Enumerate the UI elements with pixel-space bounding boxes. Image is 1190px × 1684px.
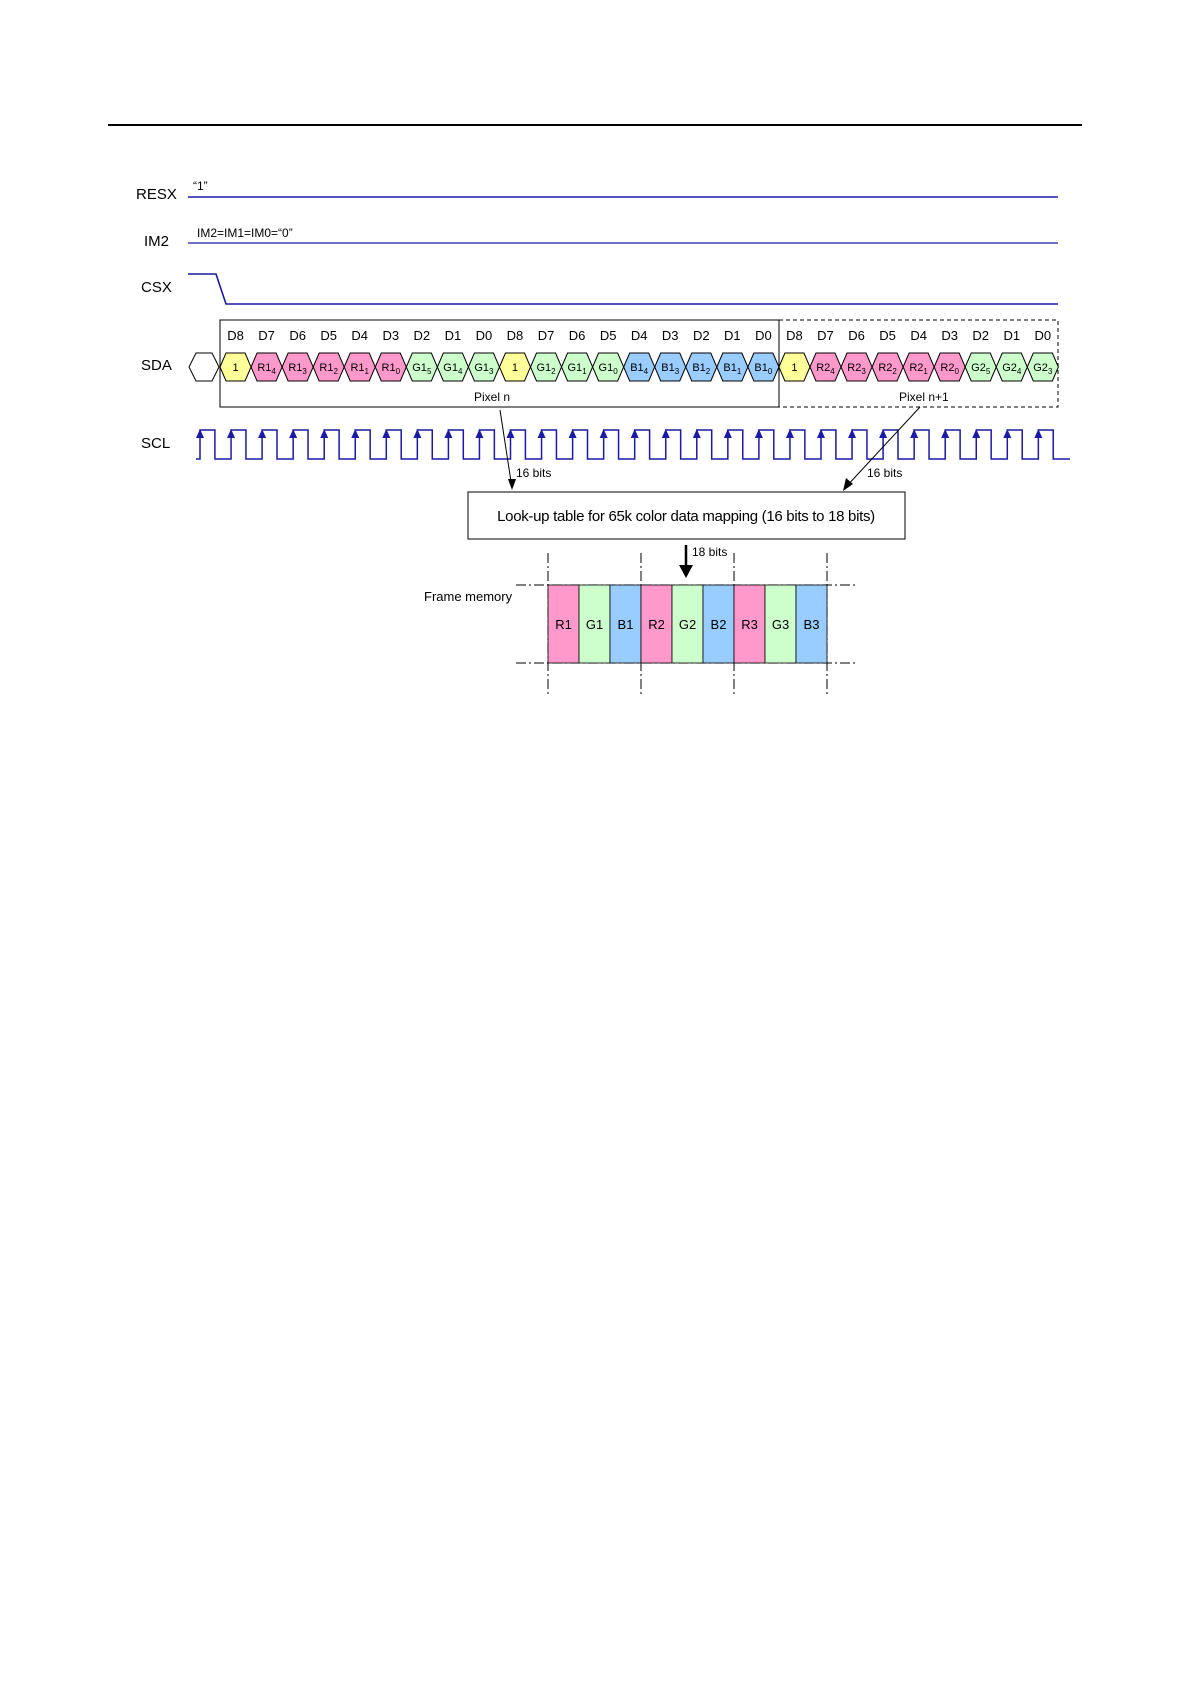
sda-cell-subscript: 5 bbox=[426, 367, 432, 376]
sda-cell-base: R2 bbox=[816, 362, 831, 374]
resx-label: RESX bbox=[136, 186, 177, 203]
sda-idle-cell bbox=[189, 353, 219, 381]
bit-label: D8 bbox=[227, 328, 244, 343]
sda-cell-base: R1 bbox=[288, 362, 303, 374]
sda-cell-base: B1 bbox=[723, 362, 737, 374]
sda-cell-subscript: 4 bbox=[643, 367, 649, 376]
sda-cell-base: 1 bbox=[791, 362, 798, 374]
frame-memory-cell-label: B2 bbox=[710, 617, 727, 632]
bit-label: D3 bbox=[941, 328, 958, 343]
sda-cell-base: R2 bbox=[878, 362, 893, 374]
bit-label: D3 bbox=[661, 328, 679, 343]
bit-label: D4 bbox=[630, 328, 648, 343]
sda-cell-subscript: 0 bbox=[954, 367, 959, 376]
bit-label: D8 bbox=[786, 328, 803, 343]
sda-cell-base: B1 bbox=[754, 362, 768, 374]
frame-memory-label: Frame memory bbox=[424, 589, 513, 604]
sda-cell-subscript: 5 bbox=[985, 367, 991, 376]
sda-cell-base: B1 bbox=[692, 362, 706, 374]
sda-cell-base: G1 bbox=[536, 362, 552, 374]
bit-label: D0 bbox=[1034, 328, 1052, 343]
bit-label: D7 bbox=[258, 328, 275, 343]
sda-cell-subscript: 3 bbox=[1047, 367, 1053, 376]
bit-label: D4 bbox=[910, 328, 927, 343]
sda-cell-base: R1 bbox=[257, 362, 272, 374]
bit-label: D2 bbox=[692, 328, 710, 343]
bit-label: D2 bbox=[413, 328, 431, 343]
bit-label: D5 bbox=[599, 328, 617, 343]
bit-label: D6 bbox=[289, 328, 306, 343]
sda-cell-base: R2 bbox=[940, 362, 955, 374]
csx-waveform bbox=[188, 274, 1058, 304]
bits-16-left-label: 16 bits bbox=[516, 466, 552, 480]
sda-cell-base: G1 bbox=[412, 362, 427, 374]
frame-memory-cell-label: G2 bbox=[678, 617, 697, 632]
arrow-18bits-head bbox=[679, 565, 693, 578]
sda-cell-subscript: 2 bbox=[705, 367, 711, 376]
sda-cell-base: G1 bbox=[598, 362, 614, 374]
csx-label: CSX bbox=[141, 279, 172, 296]
sda-cell-subscript: 2 bbox=[892, 367, 897, 376]
sda-cell-base: B1 bbox=[630, 362, 644, 374]
sda-cell-subscript: 3 bbox=[489, 367, 494, 376]
sda-cell-label bbox=[232, 362, 238, 374]
bit-label: D6 bbox=[568, 328, 586, 343]
bit-label: D8 bbox=[506, 328, 524, 343]
im2-note: IM2=IM1=IM0=“0” bbox=[197, 226, 293, 240]
sda-cell-label bbox=[791, 362, 797, 374]
sda-cell-base: G1 bbox=[443, 362, 458, 374]
bit-label: D1 bbox=[1003, 328, 1021, 343]
bit-label: D0 bbox=[475, 328, 493, 343]
pixel-n1-label: Pixel n+1 bbox=[899, 390, 949, 404]
sda-cell-base: B1 bbox=[661, 362, 675, 374]
lut-label: Look-up table for 65k color data mapping (16 bits to 18 bits) bbox=[497, 508, 875, 525]
bit-label: D0 bbox=[755, 328, 772, 343]
pixel-n-label: Pixel n bbox=[474, 390, 511, 404]
frame-memory-cells bbox=[548, 585, 827, 663]
bit-labels bbox=[227, 328, 1051, 343]
frame-memory-cell-label: B1 bbox=[617, 617, 634, 632]
resx-note: “1” bbox=[193, 179, 208, 193]
bit-label: D7 bbox=[817, 328, 834, 343]
sda-cell-subscript: 0 bbox=[613, 367, 618, 376]
bit-label: D6 bbox=[848, 328, 865, 343]
bit-label: D1 bbox=[444, 328, 462, 343]
sda-cell-subscript: 3 bbox=[674, 367, 680, 376]
bit-label: D5 bbox=[320, 328, 337, 343]
sda-cell-base: G2 bbox=[1033, 362, 1048, 374]
frame-memory-cell-label: R2 bbox=[648, 617, 665, 632]
sda-cell-base: R1 bbox=[350, 362, 365, 374]
sda-cell-subscript: 1 bbox=[364, 367, 369, 376]
sda-cell-base: G1 bbox=[567, 362, 583, 374]
sda-cell-subscript: 1 bbox=[736, 367, 742, 376]
sda-cell-label bbox=[512, 362, 518, 374]
sda-cell-base: R1 bbox=[381, 362, 396, 374]
sda-cell-base: 1 bbox=[232, 362, 239, 374]
bit-label: D5 bbox=[879, 328, 896, 343]
sda-cell-base: G1 bbox=[474, 362, 490, 374]
frame-memory-cell-label: G1 bbox=[585, 617, 604, 632]
frame-memory-cell-label: R1 bbox=[555, 617, 572, 632]
sda-cell-subscript: 4 bbox=[1016, 367, 1022, 376]
sda-cell-base: 1 bbox=[511, 362, 519, 374]
sda-cell-base: R2 bbox=[847, 362, 862, 374]
bit-label: D7 bbox=[537, 328, 555, 343]
sda-cell-base: R1 bbox=[319, 362, 334, 374]
sda-cell-base: G2 bbox=[1002, 362, 1017, 374]
sda-cells bbox=[220, 353, 1058, 381]
sda-cell-subscript: 4 bbox=[457, 367, 463, 376]
im2-label: IM2 bbox=[144, 233, 170, 250]
pointer-16bits-right-head bbox=[843, 478, 853, 491]
bit-label: D2 bbox=[972, 328, 990, 343]
frame-memory-cell-label: R3 bbox=[741, 617, 758, 632]
sda-cell-base: G2 bbox=[971, 362, 986, 374]
sda-cell-base: R2 bbox=[909, 362, 924, 374]
frame-memory-cell-label: B3 bbox=[803, 617, 820, 632]
sda-cell-subscript: 1 bbox=[582, 367, 587, 376]
bit-label: D4 bbox=[351, 328, 369, 343]
sda-label: SDA bbox=[141, 357, 172, 374]
scl-label: SCL bbox=[141, 435, 171, 452]
bits-18-label: 18 bits bbox=[692, 545, 728, 559]
sda-cell-subscript: 4 bbox=[830, 367, 835, 376]
sda-cell-subscript: 0 bbox=[767, 367, 773, 376]
sda-cell-subscript: 2 bbox=[333, 367, 338, 376]
sda-cell-subscript: 4 bbox=[271, 367, 276, 376]
bit-label: D1 bbox=[724, 328, 741, 343]
bit-label: D3 bbox=[382, 328, 400, 343]
sda-cell-subscript: 1 bbox=[923, 367, 928, 376]
sda-cell-subscript: 3 bbox=[861, 367, 866, 376]
sda-cell-subscript: 2 bbox=[551, 367, 556, 376]
bits-16-right-label: 16 bits bbox=[867, 466, 903, 480]
sda-cell-subscript: 0 bbox=[395, 367, 401, 376]
pointer-16bits-left-head bbox=[508, 479, 516, 490]
sda-cell-subscript: 3 bbox=[302, 367, 307, 376]
frame-memory-cell-label: G3 bbox=[771, 617, 790, 632]
